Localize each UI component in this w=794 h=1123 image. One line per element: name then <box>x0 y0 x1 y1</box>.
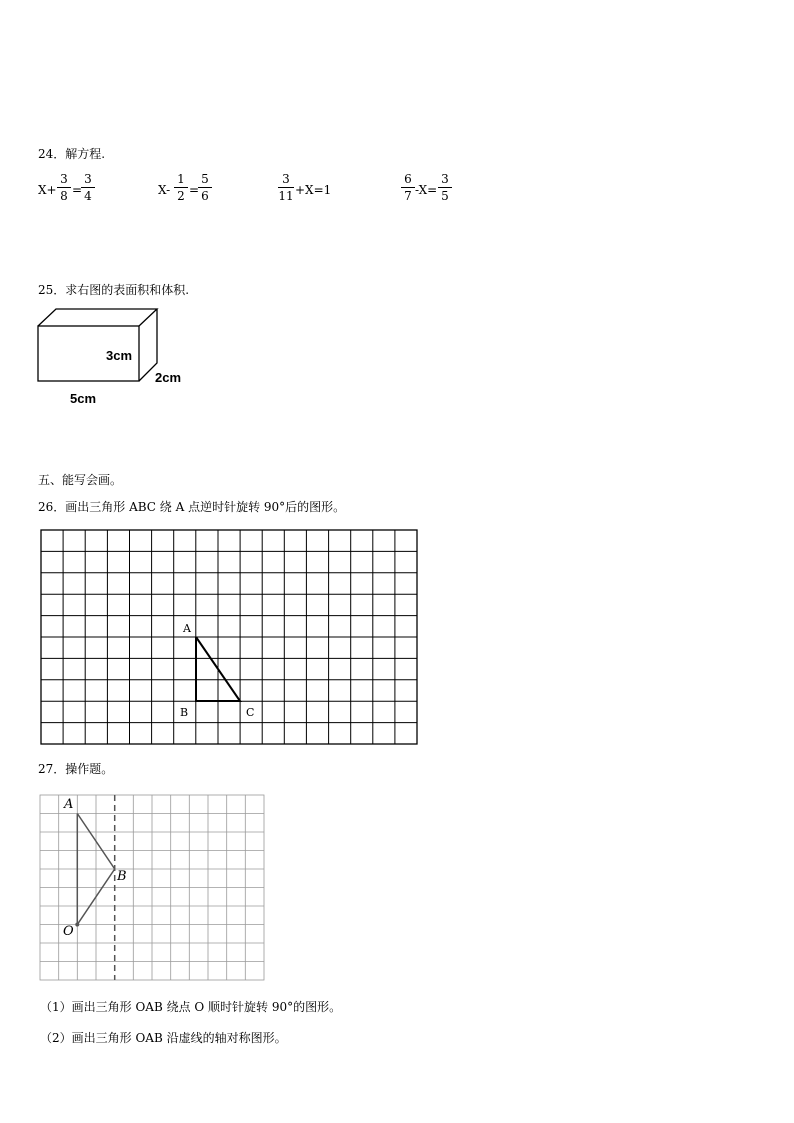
question-27-heading: 27．操作题。 <box>38 762 114 776</box>
numerator: 1 <box>177 172 185 186</box>
denominator: 7 <box>404 189 412 203</box>
section-5-heading: 五、能写会画。 <box>38 473 123 487</box>
equation-2-prefix: X- <box>158 183 171 197</box>
question-25-heading: 25．求右图的表面积和体积. <box>38 283 190 297</box>
numerator: 3 <box>441 172 449 186</box>
denominator: 5 <box>441 189 449 203</box>
denominator: 6 <box>201 189 209 203</box>
denominator: 4 <box>84 189 92 203</box>
point-b-label: B <box>180 706 189 719</box>
q27-grid <box>40 795 264 980</box>
depth-label: 2cm <box>155 370 182 385</box>
numerator: 3 <box>60 172 68 186</box>
denominator: 8 <box>60 189 68 203</box>
question-27-task-2: （2）画出三角形 OAB 沿虚线的轴对称图形。 <box>40 1031 287 1045</box>
numerator: 3 <box>282 172 290 186</box>
point-b-label: B <box>117 869 127 884</box>
point-c-label: C <box>246 706 255 719</box>
point-o-dot <box>75 923 79 927</box>
point-o-label: O <box>63 924 74 939</box>
numerator: 5 <box>201 172 209 186</box>
length-label: 5cm <box>70 391 97 406</box>
point-a-label: A <box>183 622 191 635</box>
cuboid-figure <box>38 309 157 381</box>
equals-sign: = <box>72 183 83 197</box>
numerator: 3 <box>84 172 92 186</box>
point-a-label: A <box>64 797 74 812</box>
equation-4-mid: -X= <box>415 183 438 197</box>
question-26-heading: 26．画出三角形 ABC 绕 A 点逆时针旋转 90°后的图形。 <box>38 500 346 514</box>
equation-1-prefix: X+ <box>38 183 57 197</box>
denominator: 11 <box>278 189 294 203</box>
question-27-task-1: （1）画出三角形 OAB 绕点 O 顺时针旋转 90°的图形。 <box>40 1000 342 1014</box>
equals-sign: = <box>189 183 200 197</box>
cuboid-top-face <box>38 309 157 326</box>
equation-3-suffix: +X=1 <box>295 183 332 197</box>
question-24-heading: 24．解方程. <box>38 147 106 161</box>
numerator: 6 <box>404 172 412 186</box>
denominator: 2 <box>177 189 185 203</box>
q26-grid <box>41 530 417 744</box>
height-label: 3cm <box>106 348 133 363</box>
